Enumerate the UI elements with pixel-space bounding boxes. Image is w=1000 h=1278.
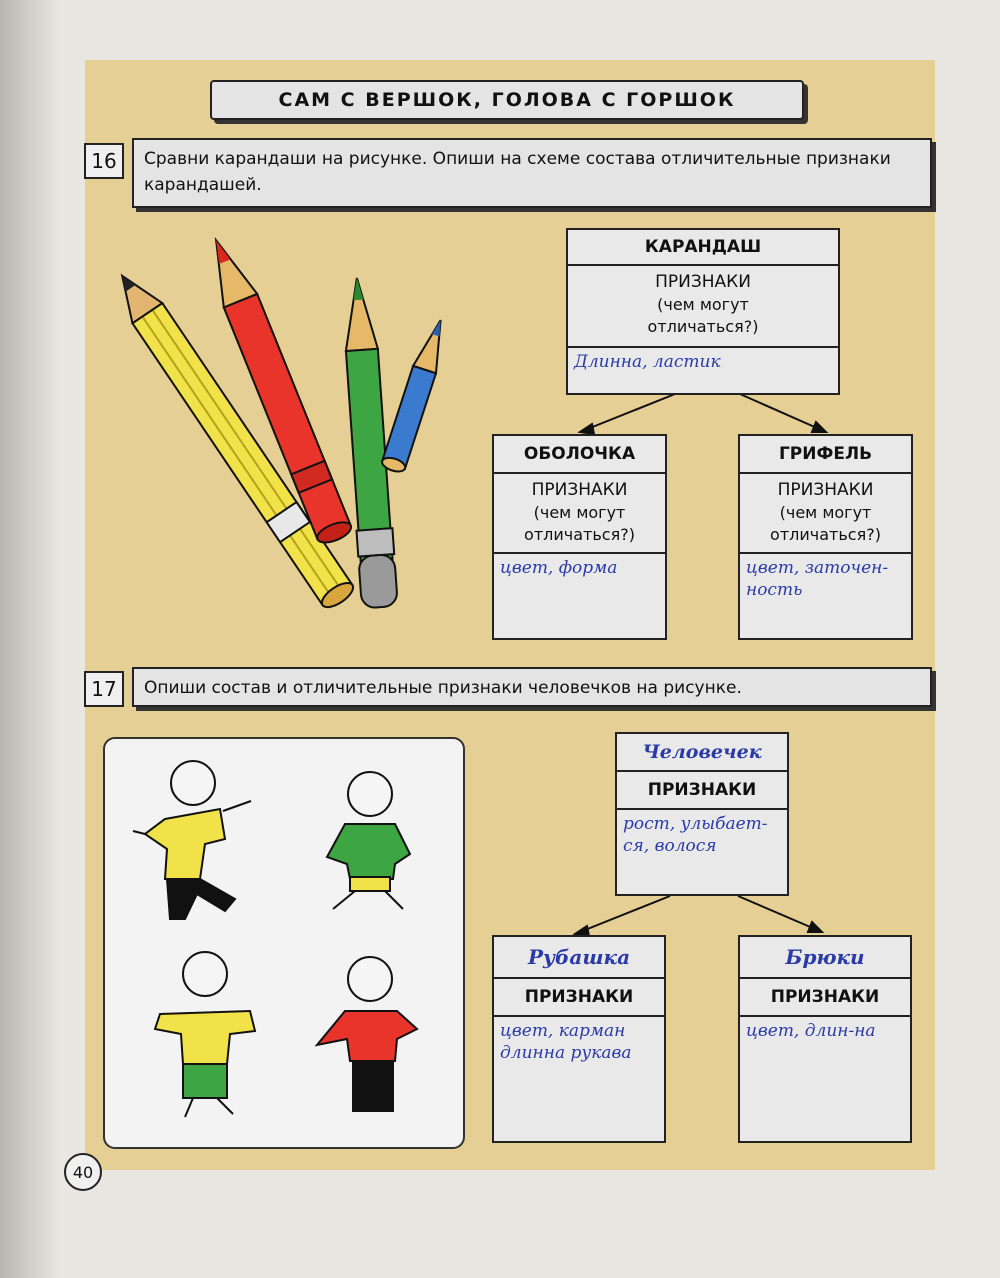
shirt-answer[interactable]: цвет, карман длинна рукава [500, 1021, 632, 1063]
task-17-instruction: Опиши состав и отличительные признаки человечков на рисунке. [132, 667, 932, 707]
man-root-box [615, 732, 789, 896]
shell-title: ОБОЛОЧКА [494, 436, 665, 474]
trousers-box [738, 935, 912, 1143]
lead-answer[interactable]: цвет, заточен-ность [740, 552, 911, 638]
lead-question: (чем могут отличаться?) [770, 503, 881, 544]
blue-pencil [380, 316, 452, 474]
lead-title: ГРИФЕЛЬ [740, 436, 911, 474]
pencil-root-question: (чем могут отличаться?) [647, 295, 759, 336]
lead-box [738, 434, 913, 640]
man-root-answer[interactable]: рост, улыбает-ся, волося [623, 814, 768, 856]
shell-answer[interactable]: цвет, форма [494, 552, 665, 638]
man-yellow-black [133, 761, 251, 919]
shirt-box [492, 935, 666, 1143]
man-green-yellow [327, 772, 410, 909]
pencil-root-box [566, 228, 840, 395]
shirt-title[interactable]: Рубашка [494, 937, 664, 979]
shell-question: (чем могут отличаться?) [524, 503, 635, 544]
trousers-answer[interactable]: цвет, длин-на [746, 1021, 876, 1041]
shell-label: ПРИЗНАКИ [531, 480, 628, 500]
shirt-label: ПРИЗНАКИ [494, 979, 664, 1017]
pencil-root-answer[interactable]: Длинна, ластик [568, 346, 838, 393]
task-16-arrows [580, 394, 826, 434]
pencil-root-title: КАРАНДАШ [568, 230, 838, 266]
task-17-arrows [575, 896, 822, 936]
man-yellow-green [155, 952, 255, 1117]
task-16-number: 16 [84, 143, 124, 179]
trousers-label: ПРИЗНАКИ [740, 979, 910, 1017]
man-root-title[interactable]: Человечек [617, 734, 787, 772]
shell-box [492, 434, 667, 640]
pencil-root-label: ПРИЗНАКИ [655, 272, 751, 292]
lead-label: ПРИЗНАКИ [777, 480, 874, 500]
man-root-label: ПРИЗНАКИ [617, 772, 787, 810]
little-men-picture-panel [103, 737, 465, 1149]
man-red-black [317, 957, 417, 1111]
little-men-illustration [105, 739, 463, 1147]
page-number: 40 [64, 1153, 102, 1191]
task-17-number: 17 [84, 671, 124, 707]
trousers-title[interactable]: Брюки [740, 937, 910, 979]
task-16-instruction: Сравни карандаши на рисунке. Опиши на схеме состава отличительные признаки карандашей. [132, 138, 932, 208]
page-title: САМ С ВЕРШОК, ГОЛОВА С ГОРШОК [210, 80, 804, 120]
